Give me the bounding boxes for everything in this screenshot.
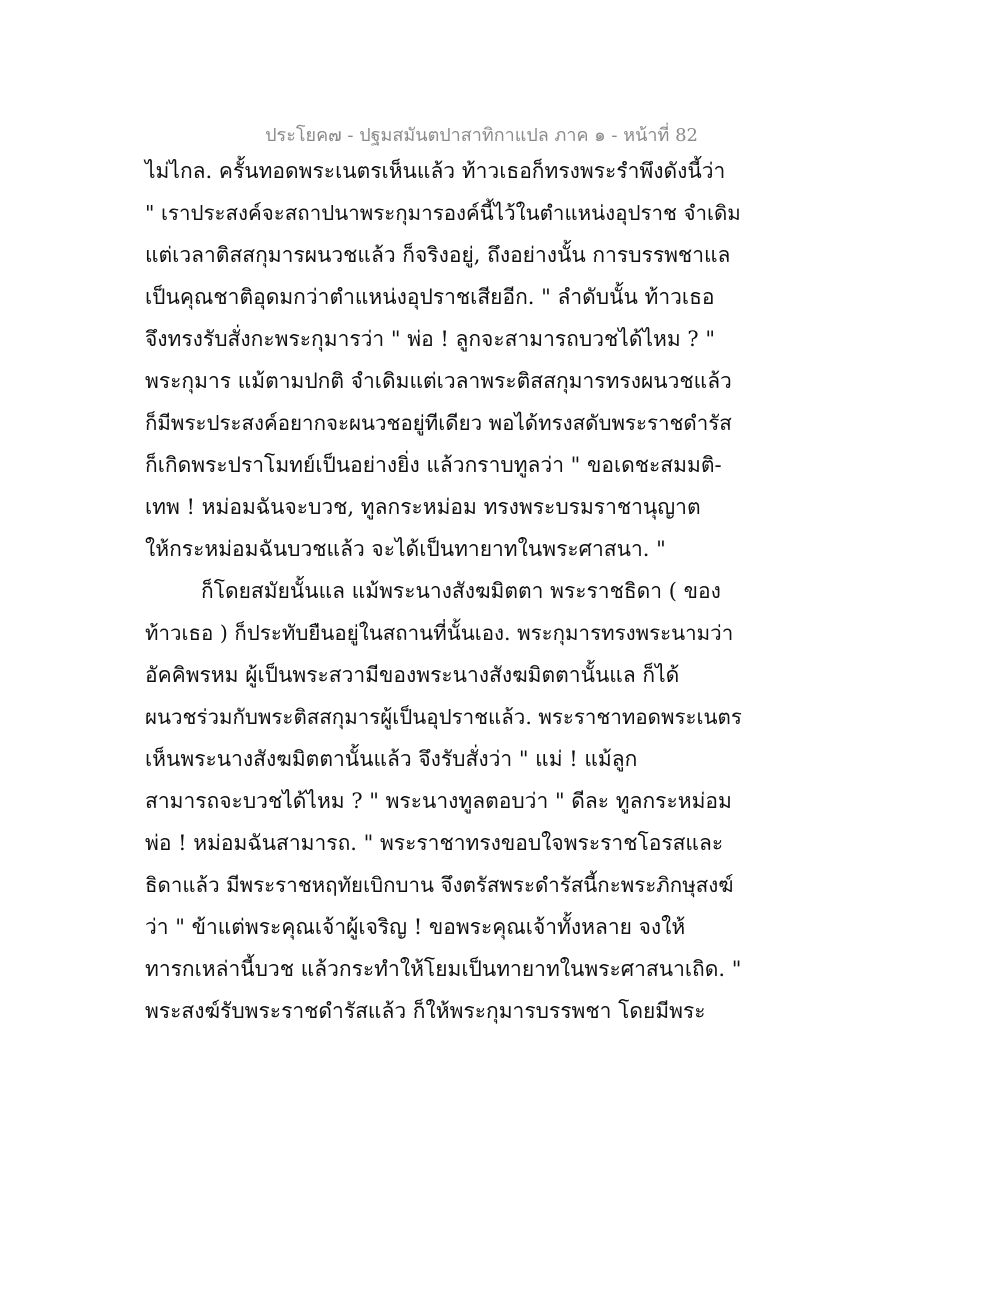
text-line: แต่เวลาติสสกุมารผนวชแล้ว ก็จริงอยู่, ถึงอย่างนั้น การบรรพชาแล bbox=[145, 243, 731, 267]
text-line: เป็นคุณชาติอุดมกว่าตำแหน่งอุปราชเสียอีก. " ลำดับนั้น ท้าวเธอ bbox=[145, 285, 715, 309]
text-line: ก็เกิดพระปราโมทย์เป็นอย่างยิ่ง แล้วกราบทูลว่า " ขอเดชะสมมติ- bbox=[145, 453, 722, 477]
text-line: เทพ ! หม่อมฉันจะบวช, ทูลกระหม่อม ทรงพระบรมราชานุญาต bbox=[145, 495, 701, 519]
text-line: พ่อ ! หม่อมฉันสามารถ. " พระราชาทรงขอบใจพระราชโอรสและ bbox=[145, 831, 724, 855]
page-header: ประโยค๗ - ปฐมสมันตปาสาทิกาแปล ภาค ๑ - หน้าที่ 82 bbox=[265, 125, 698, 146]
body-text bbox=[145, 150, 745, 1032]
text-line: ให้กระหม่อมฉันบวชแล้ว จะได้เป็นทายาทในพระศาสนา. " bbox=[145, 537, 666, 561]
text-line: ไม่ไกล. ครั้นทอดพระเนตรเห็นแล้ว ท้าวเธอก็ทรงพระรำพึงดังนี้ว่า bbox=[145, 159, 726, 183]
text-line: พระสงฆ์รับพระราชดำรัสแล้ว ก็ให้พระกุมารบรรพชา โดยมีพระ bbox=[145, 999, 706, 1023]
text-line: " เราประสงค์จะสถาปนาพระกุมารองค์นี้ไว้ในตำแหน่งอุปราช จำเดิม bbox=[145, 201, 741, 225]
text-line: ธิดาแล้ว มีพระราชหฤทัยเบิกบาน จึงตรัสพระดำรัสนี้กะพระภิกษุสงฆ์ bbox=[145, 873, 734, 897]
text-line: ท้าวเธอ ) ก็ประทับยืนอยู่ในสถานที่นั้นเอง. พระกุมารทรงพระนามว่า bbox=[145, 621, 734, 645]
paragraph-start-line: ก็โดยสมัยนั้นแล แม้พระนางสังฆมิตตา พระราชธิดา ( ของ bbox=[201, 579, 721, 603]
text-line: ก็มีพระประสงค์อยากจะผนวชอยู่ทีเดียว พอได้ทรงสดับพระราชดำรัส bbox=[145, 411, 732, 435]
text-line: ทารกเหล่านี้บวช แล้วกระทำให้โยมเป็นทายาทในพระศาสนาเถิด. " bbox=[145, 957, 742, 981]
text-line: เห็นพระนางสังฆมิตตานั้นแล้ว จึงรับสั่งว่า " แม่ ! แม้ลูก bbox=[145, 747, 638, 771]
text-line: จึงทรงรับสั่งกะพระกุมารว่า " พ่อ ! ลูกจะสามารถบวชได้ไหม ? " bbox=[145, 327, 715, 351]
text-line: ว่า " ข้าแต่พระคุณเจ้าผู้เจริญ ! ขอพระคุณเจ้าทั้งหลาย จงให้ bbox=[145, 915, 686, 939]
text-line: สามารถจะบวชได้ไหม ? " พระนางทูลตอบว่า " ดีละ ทูลกระหม่อม bbox=[145, 789, 732, 813]
text-line: ผนวชร่วมกับพระติสสกุมารผู้เป็นอุปราชแล้ว. พระราชาทอดพระเนตร bbox=[145, 705, 742, 729]
text-line: อัคคิพรหม ผู้เป็นพระสวามีของพระนางสังฆมิตตานั้นแล ก็ได้ bbox=[145, 663, 680, 687]
text-line: พระกุมาร แม้ตามปกติ จำเดิมแต่เวลาพระติสสกุมารทรงผนวชแล้ว bbox=[145, 369, 732, 393]
